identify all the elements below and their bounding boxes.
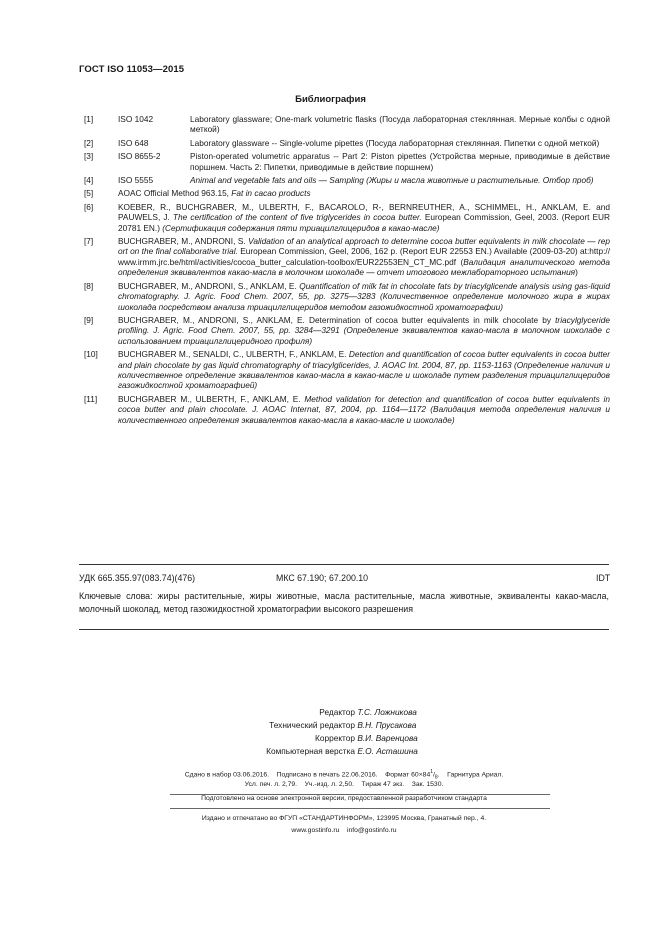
bib-entry — [84, 202, 610, 233]
document-header: ГОСТ ISO 11053—2015 — [79, 64, 185, 75]
bib-number: [1] — [84, 114, 94, 124]
bib-entry — [84, 151, 610, 172]
bib-text: BUCHGRABER, M., ANDRONI, S., ANKLAM, E. Determination of cocoa butter equivalents in milk chocolate by triacylglyceride profiling. J. Agric. Food Chem. 2007, 55, pp. 3284—3291 (Определение эквивалентов какао-масла в молочном шоколаде с использованием триацилглицеридного профиля) — [118, 314, 610, 346]
publication-line-3: Подготовлено на основе электронной версии, предоставленной разработчиком стандарта — [201, 795, 487, 802]
mks-code: МКС 67.190; 67.200.10 — [276, 573, 369, 583]
bib-entry — [84, 281, 610, 312]
keywords: Ключевые слова: жиры растительные, жиры животные, масла растительные, масла животные, эквиваленты какао-масла, молочный шоколад, метод газожидкостной хроматографии высокого разрешения — [79, 591, 609, 614]
bib-standard: ISO 648 — [118, 137, 149, 148]
bib-standard: ISO 8655-2 — [118, 151, 161, 162]
bibliography-list — [84, 114, 610, 428]
bib-number: [5] — [84, 188, 94, 199]
bib-entry — [84, 188, 610, 198]
publication-line-1: Сдано в набор 03.06.2016. Подписано в печать 22.06.2016. Формат $60\times 84^1/_8$. Гарнитура Ариал. — [184, 769, 504, 781]
bib-text: Animal and vegetable fats and oils — Sampling (Жиры и масла животные и растительные. Отбор проб) — [190, 175, 594, 186]
bib-text: Piston-operated volumetric apparatus -- Part 2: Piston pipettes (Устройства мерные, приводимые в действие поршнем. Часть 2: Пипетки, приводимые в действие поршнем) — [190, 151, 610, 172]
divider — [170, 808, 550, 809]
publication-line-5: www.gostinfo.ru info@gostinfo.ru — [291, 827, 397, 834]
bib-entry — [84, 315, 610, 346]
divider — [79, 629, 609, 630]
bib-text: BUCHGRABER M., ULBERTH, F., ANKLAM, E. Method validation for detection and quantification of cocoa butter equivalents in cocoa butter and plain chocolate. J. AOAC Internat, 87, 2004, pp. 1164—1172 (Валидация метода определения наличия и количественного определения эквивалентов какао-масла в какао-масле и шоколаде) — [118, 393, 610, 425]
bib-standard: ISO 1042 — [118, 114, 154, 124]
udk-code: УДК 665.355.97(083.74)(476) — [79, 573, 196, 583]
bib-entry — [84, 138, 610, 148]
bib-entry — [84, 175, 610, 185]
bib-entry — [84, 236, 610, 278]
bib-number: [11] — [84, 393, 98, 404]
idt-label: IDT — [596, 573, 611, 583]
bib-text: Laboratory glassware -- Single-volume pipettes (Посуда лабораторная стеклянная. Пипетки с одной меткой) — [190, 137, 600, 148]
bib-number: [8] — [84, 280, 94, 291]
credit-row: Технический редактор В.Н. Прусакова — [269, 720, 417, 730]
bib-entry — [84, 114, 610, 135]
bibliography-title: Библиография — [295, 94, 366, 105]
bib-number: [10] — [84, 349, 98, 360]
bib-text: Laboratory glassware; One-mark volumetric flasks (Посуда лабораторная стеклянная. Мерные колбы с одной меткой) — [190, 114, 610, 135]
bib-number: [7] — [84, 236, 94, 247]
credit-row: Корректор В.И. Варенцова — [315, 733, 418, 743]
bib-number: [6] — [84, 201, 94, 212]
divider — [79, 564, 609, 565]
bib-number: [2] — [84, 137, 94, 148]
bib-entry — [84, 349, 610, 391]
bib-text: AOAC Official Method 963.15, Fat in cacao products — [118, 188, 311, 199]
bib-text: BUCHGRABER, M., ANDRONI, S. Validation of an analytical approach to determine cocoa butter equivalents in milk chocolate — report on the final collaborative trial. European Commission, Geel, 2006, 162 p. (Report EUR 22553 EN.) Available (2009-03-20) at:http://www.irmm.jrc.be/html/activities/cocoa_butter_calculation-toolbox/EUR22553EN_CT_MC.pdf (Валидация аналитического метода определения эквивалентов какао-масла в молочном шоколаде — отчет итогового межлабораторного испытания) — [118, 236, 611, 278]
bib-text: KOEBER, R., BUCHGRABER, M., ULBERTH, F., BACAROLO, R-, BERNREUTHER, A., SCHIMMEL, H., ANKLAM, E. and PAUWELS, J. The certification of the content of five triglycerides in cocoa butter. European Commission, Geel, 2003. (Report EUR 20781 EN.) (Сертификация содержания пяти триацилглицеридов в какао-масле) — [118, 201, 610, 233]
credit-row: Компьютерная верстка Е.О. Асташина — [266, 746, 418, 756]
bib-standard: ISO 5555 — [118, 175, 154, 186]
publication-line-2: Усл. печ. л. 2,79. Уч.-изд. л. 2,50. Тираж 47 экз. Зак. 1530. — [244, 781, 444, 788]
bib-number: [9] — [84, 314, 94, 325]
bib-number: [4] — [84, 175, 94, 186]
bib-text: BUCHGRABER, M., ANDRONI, S., ANKLAM, E. Quantification of milk fat in chocolate fats by triacylglicende analysis using gas-liquid chromatography. J. Agric. Food Chem. 2007, 55, pp. 3275—3283 (Количественное определение молочного жира в жирах шоколада посредством анализа триацилглицеридов методом газожидкостной хроматографии) — [118, 280, 610, 312]
bib-text: BUCHGRABER M., SENALDI, C., ULBERTH, F., ANKLAM, E. Detection and quantification of cocoa butter equivalents in cocoa butter and plain chocolate by gas liquid chromatography of triacylglicerides, J. AOAC Int. 2004, 87, pp. 1153-1163 (Определение наличия и количественное определение эквивалентов какао-масла в какао-масле и шоколаде путем разделения триацилглицеридов газожидкостной хроматографией) — [118, 349, 610, 391]
credit-row: Редактор Т.С. Ложникова — [319, 707, 417, 717]
bib-number: [3] — [84, 151, 94, 162]
editorial-credits — [260, 706, 418, 758]
publication-line-4: Издано и отпечатано во ФГУП «СТАНДАРТИНФОРМ», 123995 Москва, Гранатный пер., 4. — [201, 815, 487, 822]
bib-entry — [84, 394, 610, 425]
